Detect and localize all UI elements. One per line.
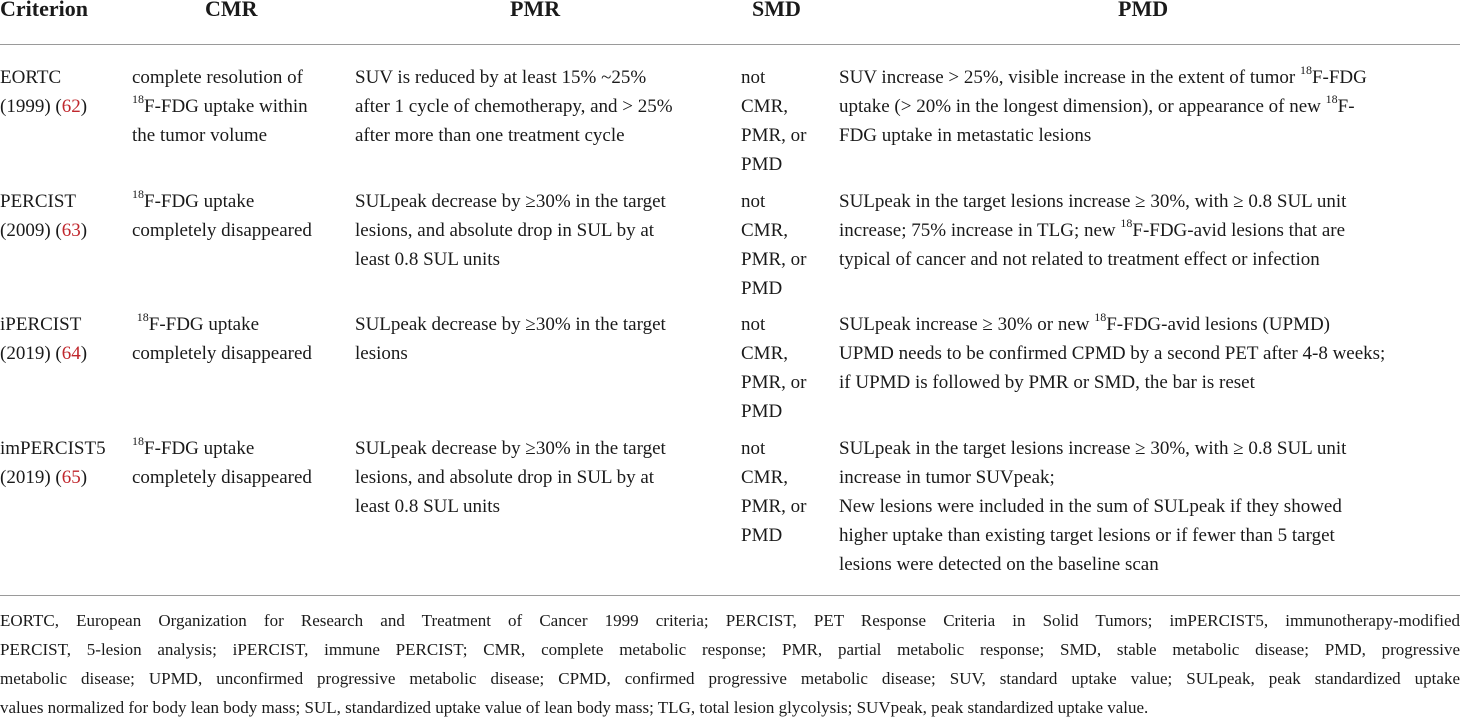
criterion-year: (1999) [0,96,51,117]
cell-line: PMR, or [741,249,807,270]
header-pmd: PMD [1118,0,1169,21]
cell-line: PMD [741,278,783,299]
table-row-cmr [132,310,312,368]
cell-line: F-FDG-avid lesions that are [1132,220,1346,241]
table-row-pmd [839,434,1346,579]
reference-link[interactable]: 62 [61,96,81,117]
cell-line: SULpeak increase ≥ 30% or new [839,314,1095,335]
table-row-pmr [355,310,666,368]
table-row-criterion: PERCIST (2009) (63) [0,187,87,245]
cell-line: F-FDG uptake [144,191,255,212]
cell-line: CMR, [741,343,788,364]
cell-line: after more than one treatment cycle [355,125,625,146]
cell-line: SULpeak decrease by ≥30% in the target [355,314,666,335]
cell-line: not [741,314,766,335]
isotope-superscript: 18 [1120,215,1133,230]
cell-line: F- [1337,96,1355,117]
header-criterion: Criterion [0,0,88,21]
cell-line: CMR, [741,220,788,241]
cell-line: higher uptake than existing target lesions or if fewer than 5 target [839,525,1335,546]
criterion-name: imPERCIST5 [0,438,106,459]
footnote-line: PERCIST, 5-lesion analysis; iPERCIST, immune PERCIST; CMR, complete metabolic response; PMR, partial metabolic response; SMD, stable metabolic disease; PMD, progressive [0,640,1460,659]
cell-line: increase in tumor SUVpeak; [839,467,1055,488]
cell-line: PMR, or [741,372,807,393]
cell-line: SUV increase > 25%, visible increase in the extent of tumor [839,67,1300,88]
cell-line: completely disappeared [132,343,312,364]
cell-line: SUV is reduced by at least 15% ~25% [355,67,647,88]
isotope-superscript: 18 [1299,62,1312,77]
cell-line: F-FDG uptake [144,438,255,459]
table-row-smd [741,63,806,179]
cell-line: after 1 cycle of chemotherapy, and > 25% [355,96,673,117]
cell-line: lesions, and absolute drop in SUL by at [355,220,655,241]
cell-line: SULpeak in the target lesions increase ≥ 30%, with ≥ 0.8 SUL unit [839,191,1347,212]
cell-line: typical of cancer and not related to treatment effect or infection [839,249,1320,270]
cell-line: completely disappeared [132,467,312,488]
criterion-name: iPERCIST [0,314,82,335]
table-row-pmr [355,63,673,150]
cell-line: least 0.8 SUL units [355,249,500,270]
table-row-criterion: iPERCIST (2019) (64) [0,310,87,368]
cell-line: F-FDG [1311,67,1367,88]
header-pmr: PMR [510,0,561,21]
isotope-superscript: 18 [1325,91,1338,106]
table-row-smd [741,434,806,550]
cell-line: the tumor volume [132,125,268,146]
cell-line: completely disappeared [132,220,312,241]
cell-line: increase; 75% increase in TLG; new [839,220,1121,241]
table-row-pmr [355,187,666,274]
cell-line: PMD [741,401,783,422]
table-row-pmd [839,187,1346,274]
table-row-smd [741,310,806,426]
cell-line: SULpeak decrease by ≥30% in the target [355,191,666,212]
cell-line: PMD [741,525,783,546]
cell-line: not [741,191,766,212]
isotope-superscript: 18 [132,186,144,201]
criterion-name: PERCIST [0,191,77,212]
cell-line: F-FDG uptake within [144,96,308,117]
cell-line: CMR, [741,467,788,488]
cell-line: UPMD needs to be confirmed CPMD by a second PET after 4-8 weeks; [839,343,1386,364]
cell-line: F-FDG uptake [148,314,260,335]
table-row-pmr [355,434,666,521]
table-row-criterion: EORTC (1999) (62) [0,63,87,121]
criterion-year: (2019) [0,467,51,488]
table-row-smd [741,187,806,303]
table-row-pmd [839,63,1367,150]
cell-line: PMD [741,154,783,175]
table-row-criterion: imPERCIST5 (2019) (65) [0,434,106,492]
cell-line: lesions were detected on the baseline scan [839,554,1159,575]
cell-line: complete resolution of [132,67,303,88]
table-row-cmr [132,434,312,492]
cell-line: lesions, and absolute drop in SUL by at [355,467,655,488]
cell-line: least 0.8 SUL units [355,496,500,517]
cell-line: New lesions were included in the sum of SULpeak if they showed [839,496,1342,517]
reference-link[interactable]: 64 [61,343,81,364]
reference-link[interactable]: 65 [61,467,81,488]
cell-line: not [741,67,766,88]
table-row-cmr [132,187,312,245]
cell-line: SULpeak in the target lesions increase ≥ 30%, with ≥ 0.8 SUL unit [839,438,1347,459]
table-row-cmr [132,63,308,150]
cell-line: F-FDG-avid lesions (UPMD) [1106,314,1331,335]
cell-line: if UPMD is followed by PMR or SMD, the bar is reset [839,372,1255,393]
cell-line: PMR, or [741,125,807,146]
reference-link[interactable]: 63 [61,220,81,241]
cell-line: not [741,438,766,459]
isotope-superscript: 18 [1094,309,1107,324]
criterion-year: (2019) [0,343,51,364]
header-smd: SMD [752,0,801,21]
header-cmr: CMR [205,0,258,21]
header-rule [0,44,1460,45]
cell-line: uptake (> 20% in the longest dimension), or appearance of new [839,96,1326,117]
footnote-line: EORTC, European Organization for Research and Treatment of Cancer 1999 criteria; PERCIST, PET Response Criteria in Solid Tumors; imPERCIST5, immunotherapy-modified [0,611,1460,630]
isotope-superscript: 18 [132,433,144,448]
table-bottom-rule [0,595,1460,596]
cell-line: PMR, or [741,496,807,517]
isotope-superscript: 18 [136,309,149,324]
isotope-superscript: 18 [132,91,144,106]
criterion-year: (2009) [0,220,51,241]
cell-line: lesions [355,343,408,364]
footnote-line: values normalized for body lean body mass; SUL, standardized uptake value of lean body mass; TLG, total lesion glycolysis; SUVpeak, peak standardized uptake value. [0,698,1149,717]
table-row-pmd [839,310,1385,397]
cell-line: FDG uptake in metastatic lesions [839,125,1092,146]
criterion-name: EORTC [0,67,62,88]
cell-line: CMR, [741,96,788,117]
footnote-line: metabolic disease; UPMD, unconfirmed progressive metabolic disease; CPMD, confirmed progressive metabolic disease; SUV, standard uptake value; SULpeak, peak standardized uptake [0,669,1460,688]
cell-line: SULpeak decrease by ≥30% in the target [355,438,666,459]
table-footnote [0,606,1460,722]
